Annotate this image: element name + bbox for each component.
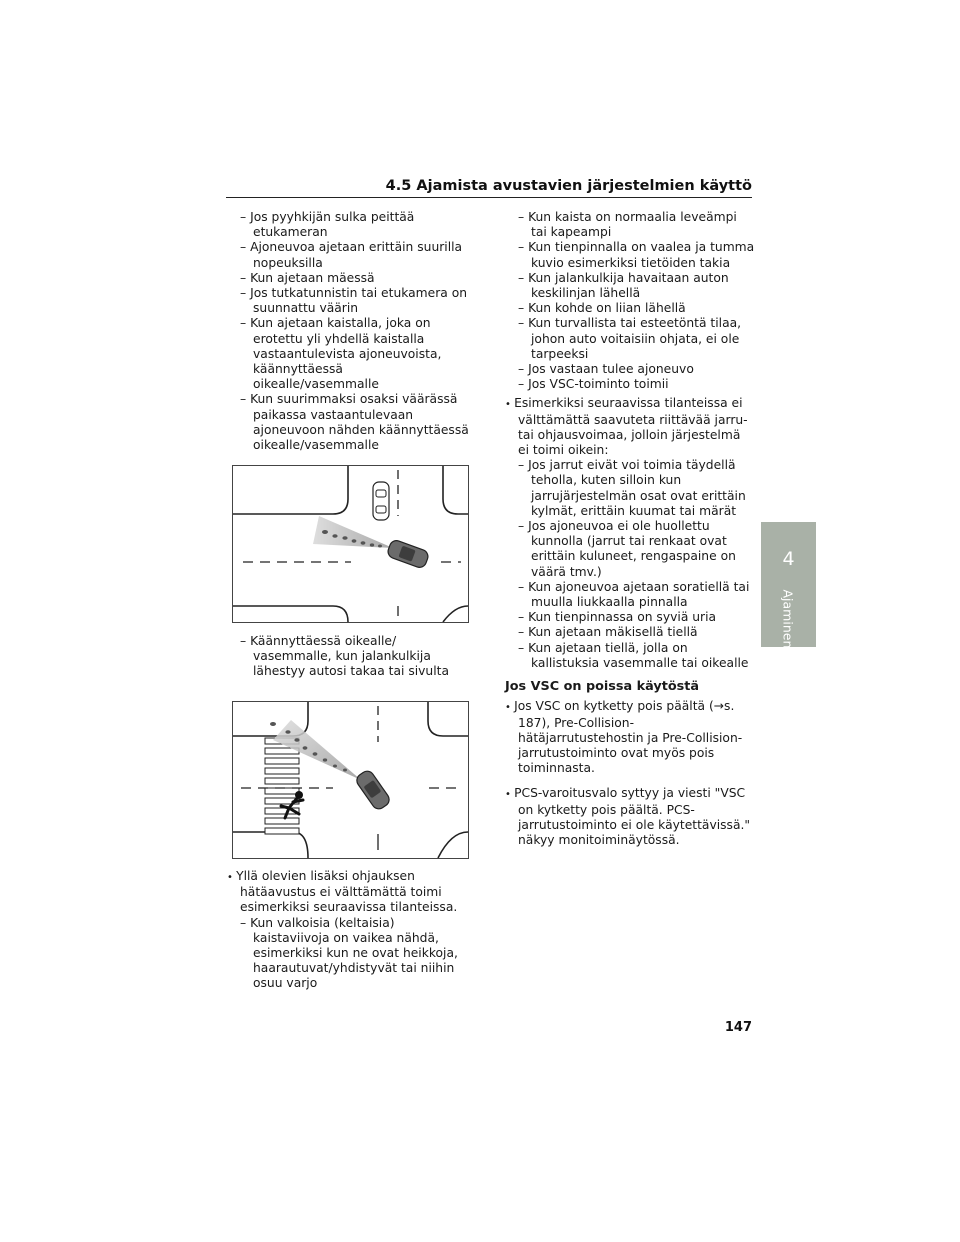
list-item: – Jos jarrut eivät voi toimia täydellä teholla, kuten silloin kun jarrujärjestelmän osat ovat erittäin kylmät, erittäin kuumat tai märät <box>505 458 755 519</box>
chapter-tab <box>761 522 816 647</box>
left-column <box>227 210 472 453</box>
bullet-item: • PCS-varoitusvalo syttyy ja viesti "VSC on kytketty pois päältä. PCS-jarrutustoiminto ei ole käytettävissä." näkyy monitoiminäytössä. <box>505 786 755 848</box>
list-item: – Jos VSC-toiminto toimii <box>505 377 755 392</box>
section-header: 4.5 Ajamista avustavien järjestelmien käyttö <box>385 178 752 194</box>
list-item: – Kun ajetaan mäkisellä tiellä <box>505 625 755 640</box>
bullet-item: • Esimerkiksi seuraavissa tilanteissa ei välttämättä saavuteta riittävää jarru- tai ohjausvoimaa, jolloin järjestelmä ei toimi oikein: <box>505 396 755 458</box>
vsc-heading: Jos VSC on poissa käytöstä <box>505 679 699 695</box>
header-rule <box>226 197 752 198</box>
page-number: 147 <box>724 1020 752 1035</box>
left-column-bottom <box>227 865 472 992</box>
list-item: – Kun kaista on normaalia leveämpi tai kapeampi <box>505 210 755 240</box>
list-item: – Jos vastaan tulee ajoneuvo <box>505 362 755 377</box>
bullet-item: • Jos VSC on kytketty pois päältä (→s. 187), Pre-Collision-hätäjarrutustehostin ja Pre-Collision-jarrutustoiminto ovat myös pois toiminnasta. <box>505 699 755 776</box>
caption-text: – Käännyttäessä oikealle/ vasemmalle, kun jalankulkija lähestyy autosi takaa tai sivulta <box>227 634 472 680</box>
list-item: – Kun kohde on liian lähellä <box>505 301 755 316</box>
list-item: – Kun tienpinnalla on vaalea ja tumma kuvio esimerkiksi tietöiden takia <box>505 240 755 270</box>
chapter-number: 4 <box>782 548 795 570</box>
list-item: – Jos tutkatunnistin tai etukamera on suunnattu väärin <box>227 286 472 316</box>
list-item: – Kun ajoneuvoa ajetaan soratiellä tai muulla liukkaalla pinnalla <box>505 580 755 610</box>
figure-crosswalk-pedestrian <box>232 701 469 859</box>
figure1-caption <box>227 634 472 680</box>
list-item: – Ajoneuvoa ajetaan erittäin suurilla nopeuksilla <box>227 240 472 270</box>
list-item: – Kun ajetaan kaistalla, joka on erotettu yli yhdellä kaistalla vastaantulevista ajoneuvoista, käännyttäessä oikealle/vasemmalle <box>227 316 472 392</box>
list-item: – Kun jalankulkija havaitaan auton keskilinjan lähellä <box>505 271 755 301</box>
list-item: – Jos ajoneuvoa ei ole huollettu kunnolla (jarrut tai renkaat ovat erittäin kuluneet, rengaspaine on väärä tmv.) <box>505 519 755 580</box>
figure-turning-car <box>232 465 469 623</box>
list-item: – Kun tienpinnassa on syviä uria <box>505 610 755 625</box>
list-item: – Kun turvallista tai esteetöntä tilaa, johon auto voitaisiin ohjata, ei ole tarpeeksi <box>505 316 755 362</box>
list-item: – Kun suurimmaksi osaksi väärässä paikassa vastaantulevaan ajoneuvoon nähden käännyttäessä oikealle/vasemmalle <box>227 392 472 453</box>
chapter-label: Ajaminen <box>780 589 796 649</box>
list-item: – Kun ajetaan tiellä, jolla on kallistuksia vasemmalle tai oikealle <box>505 641 755 671</box>
list-item: – Kun valkoisia (keltaisia) kaistaviivoja on vaikea nähdä, esimerkiksi kun ne ovat heikkoja, haarautuvat/yhdistyvät tai niihin osuu varjo <box>227 916 472 992</box>
bullet-item: • Yllä olevien lisäksi ohjauksen hätäavustus ei välttämättä toimi esimerkiksi seuraavissa tilanteissa. <box>227 869 472 916</box>
right-column <box>505 210 755 848</box>
list-item: – Jos pyyhkijän sulka peittää etukameran <box>227 210 472 240</box>
list-item: – Kun ajetaan mäessä <box>227 271 472 286</box>
